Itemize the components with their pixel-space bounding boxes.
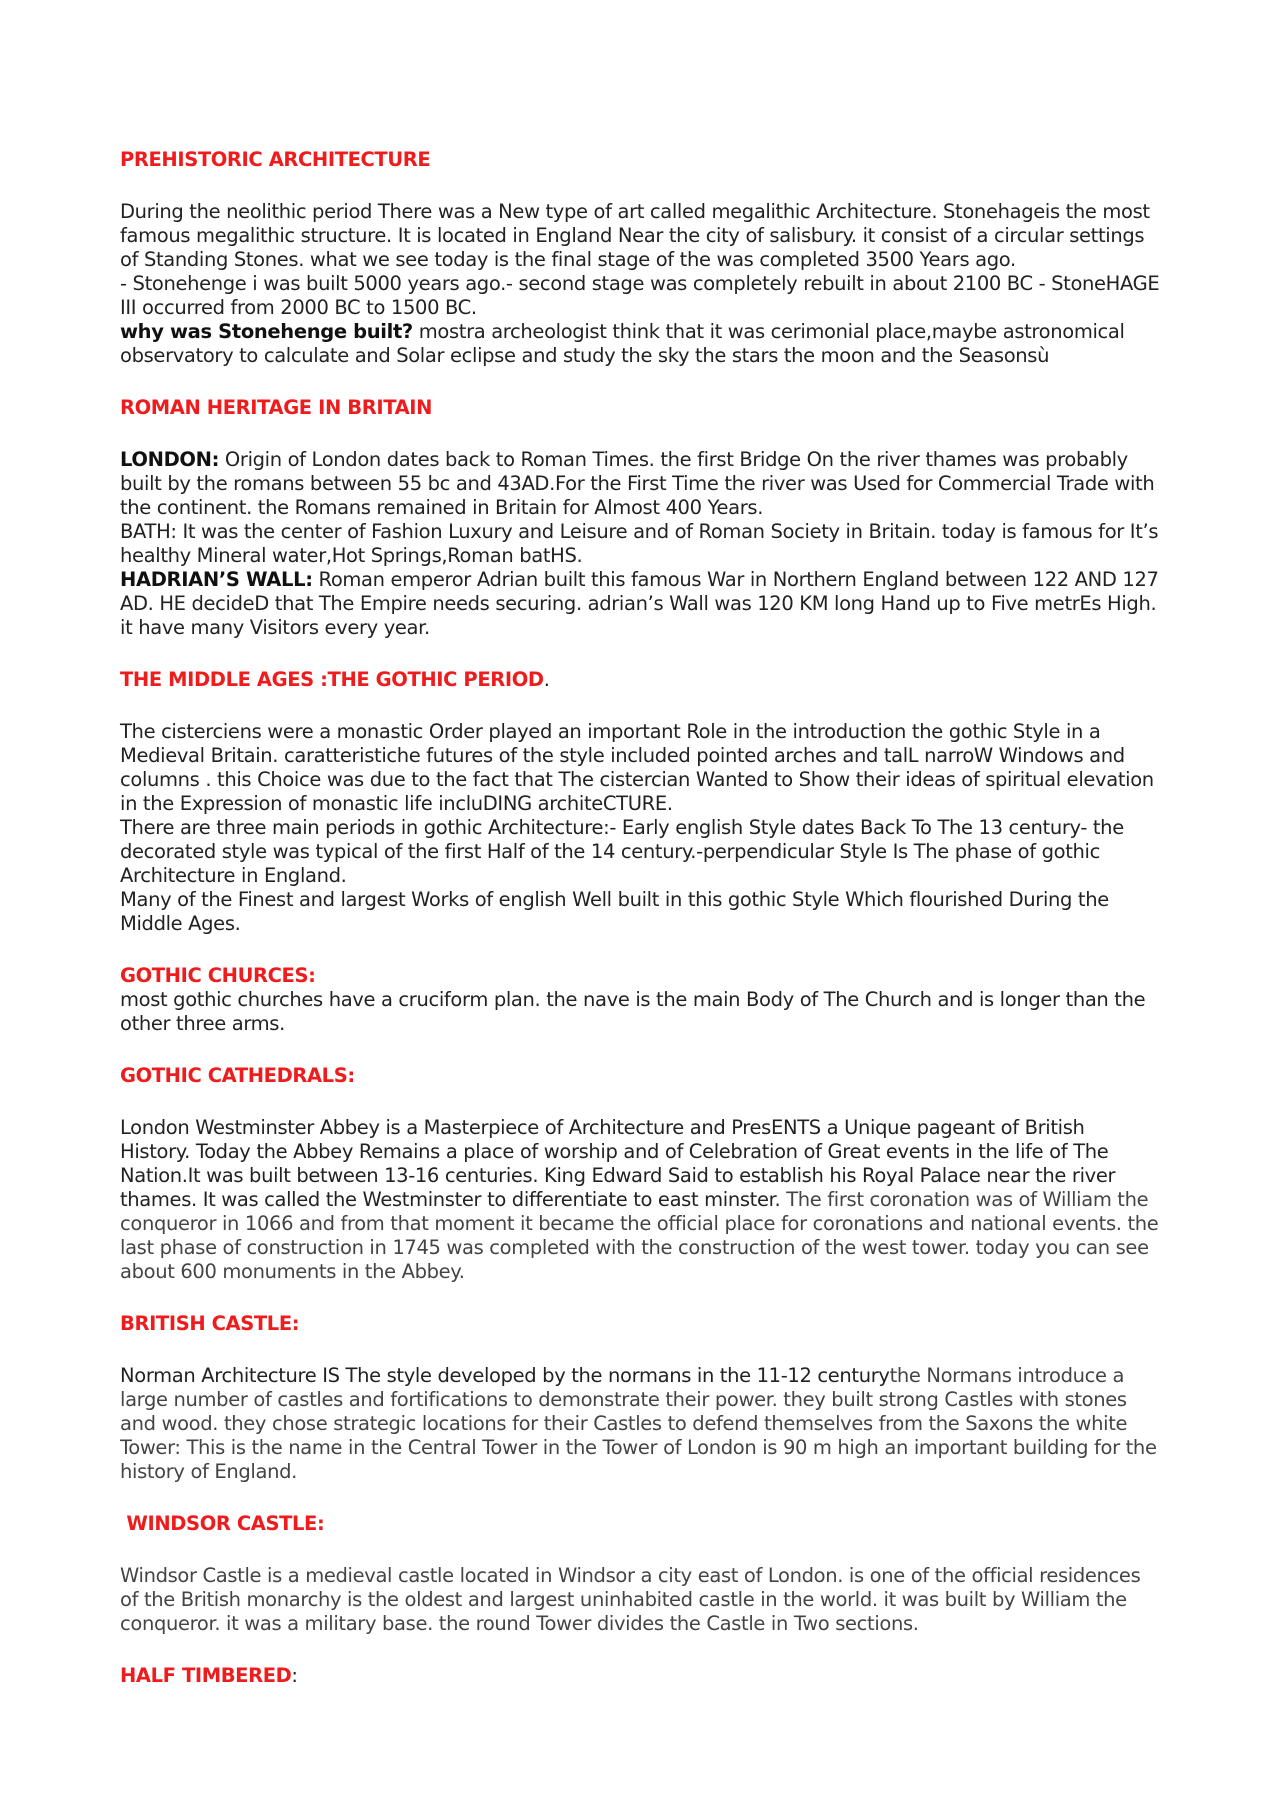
heading-gothic-churches: GOTHIC CHURCES:: [120, 964, 316, 987]
document-page: [120, 148, 1160, 1688]
paragraph-london: [120, 448, 1160, 520]
paragraph-gothic-churches: most gothic churches have a cruciform plan. the nave is the main Body of The Church and is longer than the other three arms.: [120, 988, 1146, 1035]
paragraph-cistercians: The cisterciens were a monastic Order played an important Role in the introduction the gothic Style in a Medieval Britain. caratteristiche futures of the style included pointed arches and talL narroW Windows and columns . this Choice was due to the fact that The cistercian Wanted to Show their ideas of spiritual elevation in the Expression of monastic life incluDING architeCTURE.: [120, 720, 1154, 815]
paragraph-prehistoric-2: - Stonehenge i was built 5000 years ago.- second stage was completely rebuilt in about 2100 BC - StoneHAGE III occurred from 2000 BC to 1500 BC.: [120, 272, 1160, 319]
paragraph-gothic-periods: There are three main periods in gothic Architecture:- Early english Style dates Back To The 13 century- the decorated style was typical of the first Half of the 14 century.-perpendicular Style Is The phase of gothic Architecture in England.: [120, 816, 1124, 887]
heading-gothic-cathedrals: GOTHIC CATHEDRALS:: [120, 1064, 355, 1087]
heading-middle-ages: [120, 668, 1160, 692]
paragraph-windsor: Windsor Castle is a medieval castle located in Windsor a city east of London. is one of the official residences of the British monarchy is the oldest and largest uninhabited castle in the world. it was built by William the conqueror. it was a military base. the round Tower divides the Castle in Two sections.: [120, 1564, 1141, 1635]
question-text: mostra archeologist think that it was cerimonial place,maybe astronomical observatory to calculate and Solar eclipse and study the sky the stars the moon and the Seasonsù: [120, 320, 1125, 367]
norman-text-a: Norman Architecture IS The style developed by the normans in the 11-12 century: [120, 1364, 890, 1387]
westminster-text-a: London Westminster Abbey is a Masterpiece of Architecture and PresENTS a Unique pageant of British History. Today the Abbey Remains a place of worship and of Celebration of Great events in the life of The Nation.It was built between 13-16 centuries. King Edward Said to establish his Royal Palace near the river thames. It was called the Westminster to differentiate to east minster.: [120, 1116, 1116, 1211]
heading-half-timbered: [120, 1664, 1160, 1688]
half-timbered-title: HALF TIMBERED: [120, 1664, 292, 1687]
london-label: LONDON:: [120, 448, 220, 471]
norman-text-b: the Normans introduce a large number of castles and fortifications to demonstrate their power. they built strong Castles with stones and wood. they chose strategic locations for their Castles to defend themselves from the Saxons the white Tower: This is the name in the Central Tower in the Tower of London is 90 m high an important building for the history of England.: [120, 1364, 1157, 1483]
heading-prehistoric: PREHISTORIC ARCHITECTURE: [120, 148, 431, 171]
paragraph-westminster: [120, 1116, 1160, 1284]
question-label: why was Stonehenge built?: [120, 320, 413, 343]
hadrians-wall-label: HADRIAN’S WALL:: [120, 568, 313, 591]
westminster-text-b: The first coronation was of William the conqueror in 1066 and from that moment it became the official place for coronations and national events. the last phase of construction in 1745 was completed with the construction of the west tower. today you can see about 600 monuments in the Abbey.: [120, 1188, 1159, 1283]
paragraph-stonehenge-question: [120, 320, 1160, 368]
middle-ages-title: THE MIDDLE AGES :THE GOTHIC PERIOD: [120, 668, 544, 691]
paragraph-finest-works: Many of the Finest and largest Works of english Well built in this gothic Style Which flourished During the Middle Ages.: [120, 888, 1109, 935]
paragraph-hadrians-wall: [120, 568, 1160, 640]
heading-british-castle: BRITISH CASTLE:: [120, 1312, 300, 1335]
london-text: Origin of London dates back to Roman Times. the first Bridge On the river thames was probably built by the romans between 55 bc and 43AD.For the First Time the river was Used for Commercial Trade with the continent. the Romans remained in Britain for Almost 400 Years.: [120, 448, 1155, 519]
middle-ages-suffix: .: [543, 668, 550, 691]
paragraph-bath: BATH: It was the center of Fashion Luxury and Leisure and of Roman Society in Britain. today is famous for It’s healthy Mineral water,Hot Springs,Roman batHS.: [120, 520, 1159, 567]
hadrians-wall-text: Roman emperor Adrian built this famous War in Northern England between 122 AND 127 AD. HE decideD that The Empire needs securing. adrian’s Wall was 120 KM long Hand up to Five metrEs High. it have many Visitors every year.: [120, 568, 1159, 639]
heading-windsor-castle: WINDSOR CASTLE:: [120, 1512, 325, 1535]
paragraph-prehistoric-1: During the neolithic period There was a New type of art called megalithic Architecture. Stonehageis the most famous megalithic structure. It is located in England Near the city of salisbury. it consist of a circular settings of Standing Stones. what we see today is the final stage of the was completed 3500 Years ago.: [120, 200, 1150, 271]
paragraph-norman-architecture: [120, 1364, 1160, 1484]
heading-roman-heritage: ROMAN HERITAGE IN BRITAIN: [120, 396, 433, 419]
half-timbered-suffix: :: [291, 1664, 298, 1687]
